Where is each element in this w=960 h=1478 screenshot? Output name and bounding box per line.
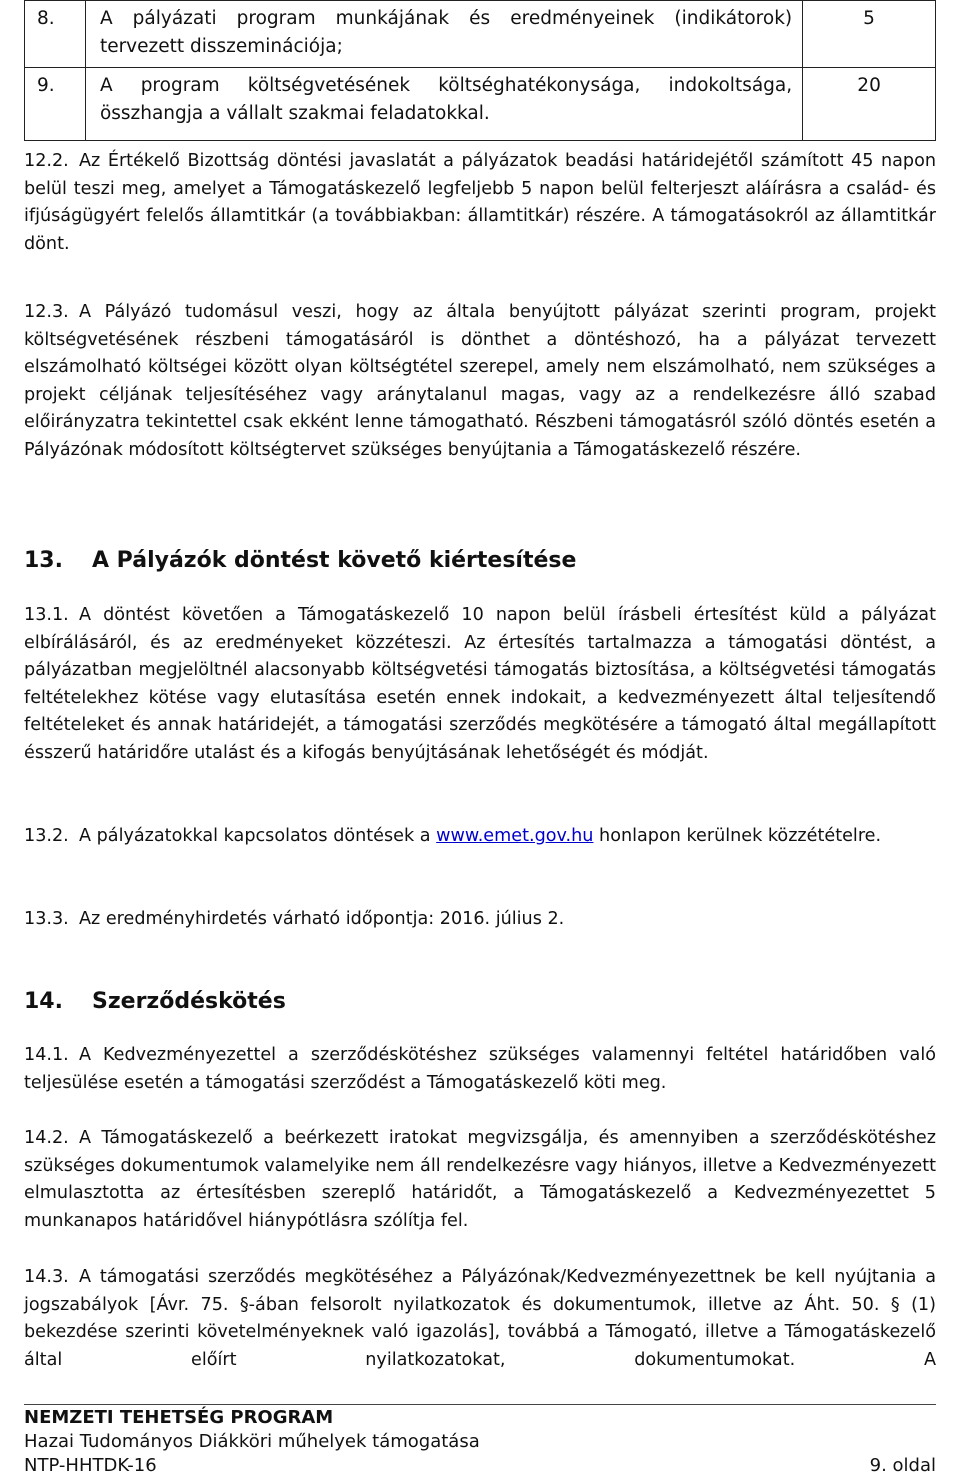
table-row xyxy=(25,1,936,68)
footer-subtitle: Hazai Tudományos Diákköri műhelyek támogatása xyxy=(24,1431,480,1452)
section-number: 13.2. xyxy=(24,826,69,846)
paragraph-text: honlapon kerülnek közzétételre. xyxy=(599,826,882,846)
section-number: 14.3. xyxy=(24,1267,69,1287)
section-number: 13.3. xyxy=(24,909,69,929)
section-number: 12.3. xyxy=(24,302,69,322)
heading-title: A Pályázók döntést követő kiértesítése xyxy=(92,548,577,573)
row-text: A pályázati program munkájának és eredményeinek (indikátorok) tervezett disszeminációja; xyxy=(85,1,802,68)
row-points: 5 xyxy=(803,1,936,68)
page-number: 9. oldal xyxy=(869,1455,936,1476)
footer-divider xyxy=(24,1404,936,1405)
paragraph-text: A Kedvezményezettel a szerződéskötéshez szükséges valamennyi feltétel határidőben való teljesülése esetén a támogatási szerződést a Támogatáskezelő köti meg. xyxy=(24,1045,936,1093)
paragraph-13-2 xyxy=(24,823,936,851)
section-number: 12.2. xyxy=(24,151,69,171)
heading-number: 14. xyxy=(24,989,63,1014)
section-number: 14.1. xyxy=(24,1045,69,1065)
paragraph-text: Az eredményhirdetés várható időpontja: 2016. július 2. xyxy=(79,909,565,929)
paragraph-text: A Támogatáskezelő a beérkezett iratokat megvizsgálja, és amennyiben a szerződéskötéshez szükséges dokumentumok valamelyike nem áll rendelkezésre vagy hiányos, illetve a Kedvezményezett elmulasztotta az értesítésben szereplő határidőt, a Támogatáskezelő a Kedvezményezettet 5 munkanapos határidővel hiánypótlásra szólítja fel. xyxy=(24,1128,936,1231)
row-points: 20 xyxy=(803,68,936,141)
table-row xyxy=(25,68,936,141)
heading-number: 13. xyxy=(24,548,63,573)
row-text: A program költségvetésének költséghatékonysága, indokoltsága, összhangja a vállalt szakmai feladatokkal. xyxy=(85,68,802,141)
criteria-table xyxy=(24,0,936,141)
section-number: 14.2. xyxy=(24,1128,69,1148)
paragraph-text: Az Értékelő Bizottság döntési javaslatát a pályázatok beadási határidejétől számított 45 napon belül teszi meg, amelyet a Támogatáskezelő legfeljebb 5 napon belül felterjeszt aláírásra a család- és ifjúságügyért felelős államtitkár (a továbbiakban: államtitkár) részére. A támogatásokról az államtitkár dönt. xyxy=(24,151,936,254)
heading-14 xyxy=(24,987,286,1017)
paragraph-13-1 xyxy=(24,602,936,767)
row-number: 8. xyxy=(25,1,86,68)
footer-code: NTP-HHTDK-16 xyxy=(24,1455,157,1476)
paragraph-14-2 xyxy=(24,1125,936,1235)
heading-title: Szerződéskötés xyxy=(92,989,286,1014)
footer-bottom-row xyxy=(24,1454,936,1478)
paragraph-text: A pályázatokkal kapcsolatos döntések a xyxy=(79,826,431,846)
section-number: 13.1. xyxy=(24,605,69,625)
paragraph-14-1 xyxy=(24,1042,936,1097)
paragraph-13-3 xyxy=(24,906,936,934)
row-number: 9. xyxy=(25,68,86,141)
paragraph-14-3 xyxy=(24,1264,936,1374)
paragraph-text: A Pályázó tudomásul veszi, hogy az általa benyújtott pályázat szerinti program, projekt költségvetésének részbeni támogatásáról is dönthet a döntéshozó, ha a pályázat tervezett elszámolható költségei között olyan költségtétel szerepel, amely nem elszámolható, nem szükséges a projekt céljának teljesítéséhez vagy aránytalanul magas, vagy az a rendelkezésre álló szabad előirányzatra tekintettel csak ekként lenne támogatható. Részbeni támogatásról szóló döntés esetén a Pályázónak módosított költségtervet szükséges benyújtania a Támogatáskezelő részére. xyxy=(24,302,936,460)
paragraph-12-3 xyxy=(24,299,936,464)
heading-13 xyxy=(24,546,576,576)
footer-program: NEMZETI TEHETSÉG PROGRAM xyxy=(24,1407,334,1428)
paragraph-12-2 xyxy=(24,148,936,258)
emet-link[interactable]: www.emet.gov.hu xyxy=(436,826,594,846)
paragraph-text: A döntést követően a Támogatáskezelő 10 napon belül írásbeli értesítést küld a pályázat elbírálásáról, és az eredményeket közzéteszi. Az értesítés tartalmazza a támogatási döntést, a pályázatban megjelöltnél alacsonyabb költségvetési támogatás biztosítása, a költségvetési támogatás feltételekhez kötése vagy elutasítása esetén ennek indokait, a kedvezményezett által teljesítendő feltételeket és annak határidejét, a támogatási szerződés megkötésére a támogató által megállapított ésszerű határidőre utalást és a kifogás benyújtásának lehetőségét és módját. xyxy=(24,605,936,763)
paragraph-text: A támogatási szerződés megkötéséhez a Pályázónak/Kedvezményezettnek be kell nyújtania a jogszabályok [Ávr. 75. §-ában felsorolt nyilatkozatok és dokumentumok, illetve az Áht. 50. § (1) bekezdése szerinti követelményeknek való igazolás], továbbá a Támogató, illetve a Támogatáskezelő által előírt nyilatkozatokat, dokumentumokat. A xyxy=(24,1267,936,1370)
